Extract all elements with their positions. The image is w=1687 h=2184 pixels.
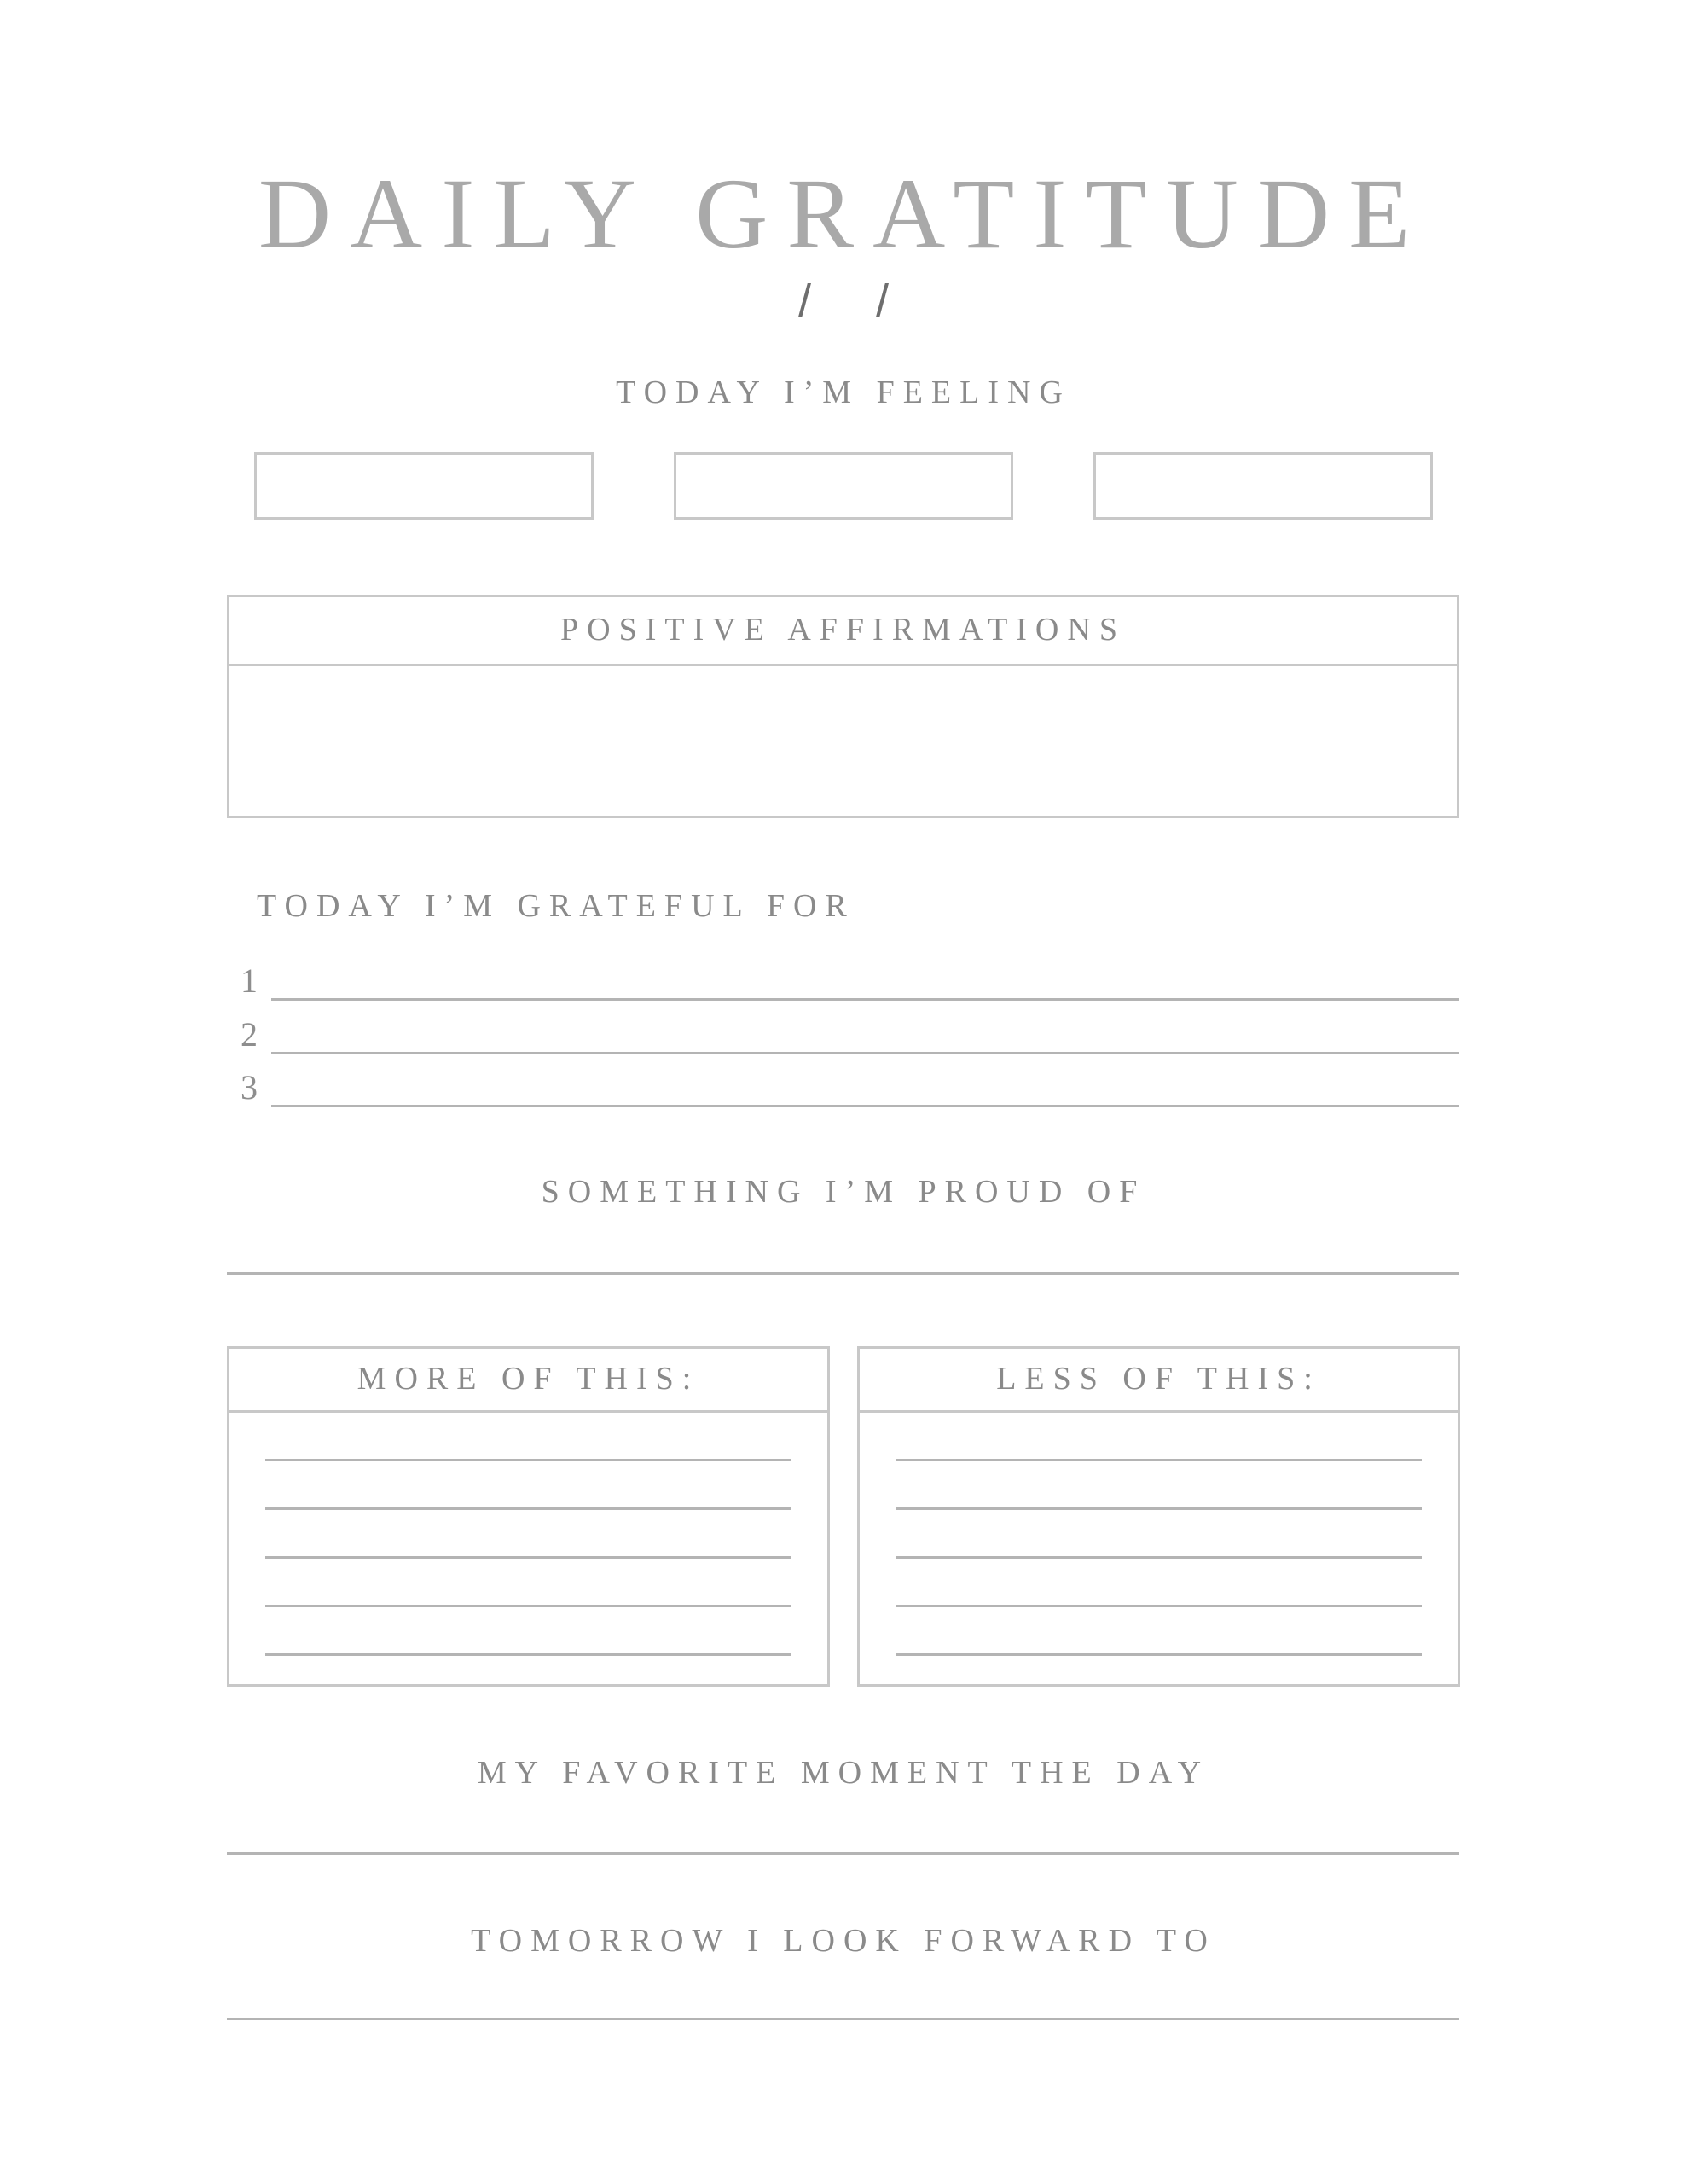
less-of-this-section [857,1346,1460,1687]
less-of-this-header [860,1349,1458,1413]
tomorrow-heading: TOMORROW I LOOK FORWARD TO [471,1923,1216,1959]
feeling-input-box-1[interactable] [254,452,594,520]
date-separator-slash-2: / [876,276,890,327]
proud-section-heading: SOMETHING I’M PROUD OF [541,1174,1146,1210]
more-input-line-5[interactable] [265,1653,791,1656]
more-of-this-header [229,1349,827,1413]
more-of-this-input-area[interactable] [265,1459,791,1656]
page-title: DAILY GRATITUDE [258,158,1429,270]
affirmations-input-area[interactable] [229,666,1457,816]
more-input-line-4[interactable] [265,1605,791,1607]
more-of-this-section [227,1346,830,1687]
more-input-line-3[interactable] [265,1556,791,1559]
more-input-line-2[interactable] [265,1507,791,1510]
less-input-line-2[interactable] [896,1507,1422,1510]
less-input-line-5[interactable] [896,1653,1422,1656]
more-input-line-1[interactable] [265,1459,791,1461]
less-of-this-heading: LESS OF THIS: [996,1361,1321,1397]
proud-input-line[interactable] [227,1272,1459,1275]
feeling-input-box-3[interactable] [1093,452,1433,520]
less-of-this-input-area[interactable] [896,1459,1422,1656]
feeling-section-heading: TODAY I’M FEELING [616,375,1071,410]
grateful-section-heading: TODAY I’M GRATEFUL FOR [257,888,855,924]
affirmations-header [229,597,1457,666]
less-input-line-1[interactable] [896,1459,1422,1461]
grateful-input-line-3[interactable] [271,1105,1459,1107]
feeling-boxes-row [254,452,1433,520]
grateful-item-number-2: 2 [241,1015,258,1054]
favorite-moment-heading: MY FAVORITE MOMENT THE DAY [477,1755,1210,1791]
grateful-item-number-1: 1 [241,961,258,1000]
affirmations-heading: POSITIVE AFFIRMATIONS [560,612,1126,648]
grateful-input-line-2[interactable] [271,1052,1459,1054]
grateful-input-line-1[interactable] [271,998,1459,1001]
feeling-input-box-2[interactable] [674,452,1013,520]
date-separator-slash-1: / [797,276,811,327]
more-of-this-heading: MORE OF THIS: [357,1361,700,1397]
less-input-line-4[interactable] [896,1605,1422,1607]
less-input-line-3[interactable] [896,1556,1422,1559]
favorite-moment-input-line[interactable] [227,1852,1459,1855]
grateful-item-number-3: 3 [241,1068,258,1107]
date-field[interactable] [0,276,1687,327]
tomorrow-input-line[interactable] [227,2018,1459,2020]
affirmations-section [227,595,1459,818]
